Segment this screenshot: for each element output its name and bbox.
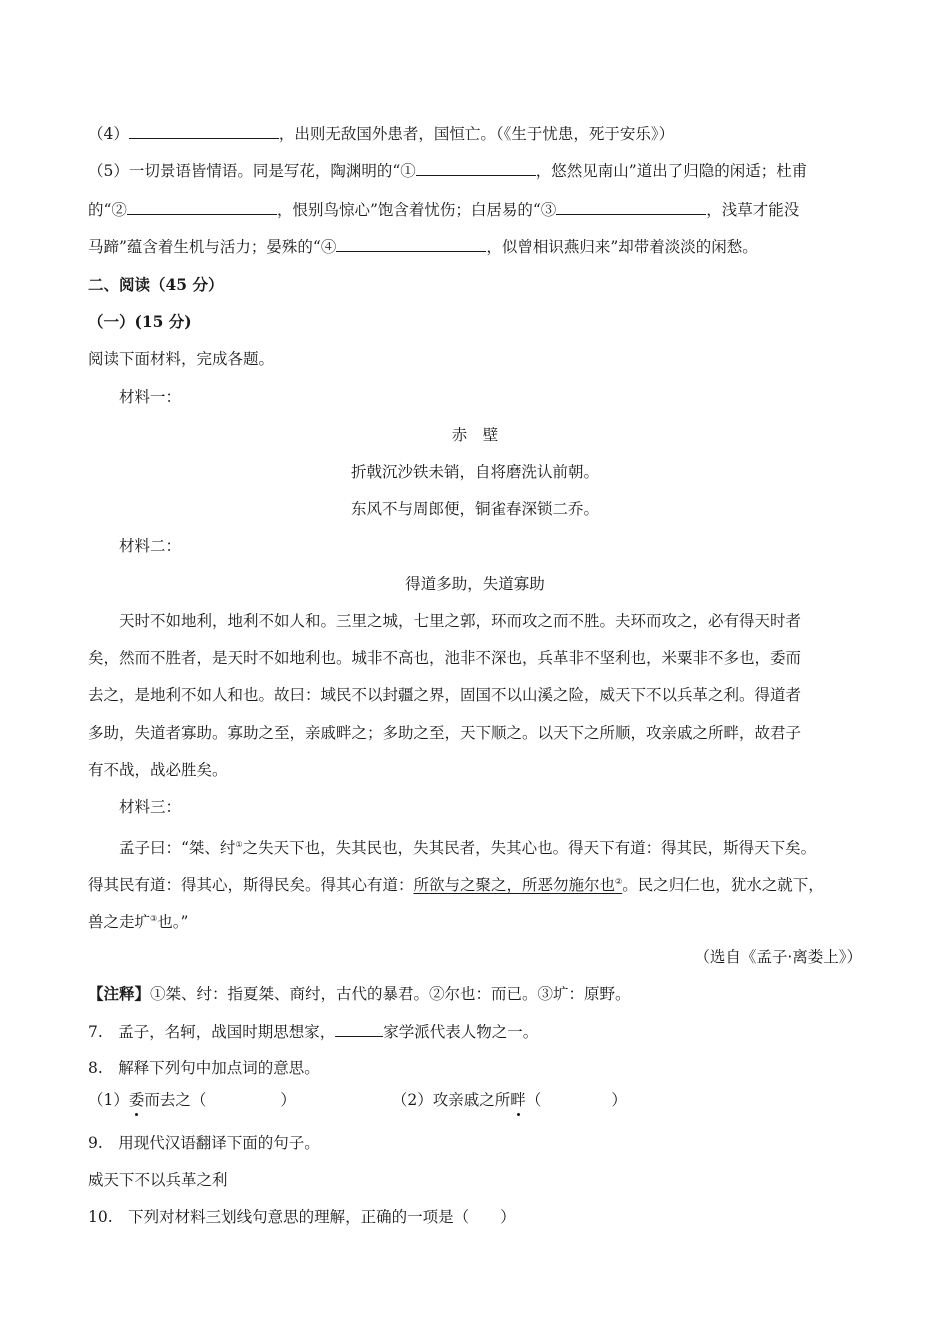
question-8-items: （1）委而去之（ ） （2）攻亲戚之所畔（ ） (88, 1091, 627, 1109)
poem-line-2: 东风不与周郎便，铜雀春深锁二乔。 (350, 500, 599, 518)
essay-line: 天时不如地利，地利不如人和。三里之城，七里之郭，环而攻之而不胜。夫环而攻之，必有得天时者 (119, 612, 802, 630)
answer-blank-2[interactable] (127, 200, 277, 215)
question-8-title: 8. 解释下列句中加点词的意思。 (88, 1059, 320, 1077)
material-1-label: 材料一： (119, 388, 182, 406)
underlined-sentence: 所欲与之聚之，所恶勿施尔也② (413, 876, 623, 894)
question-5-line-3: 马蹄”蕴含着生机与活力；晏殊的“④ ，似曾相识燕归来”却带着淡淡的闲愁。 (88, 238, 758, 256)
question-9-sentence: 威天下不以兵革之利 (88, 1171, 228, 1189)
question-7: 7. 孟子，名轲，战国时期思想家， 家学派代表人物之一。 (88, 1023, 539, 1041)
poem-line-1: 折戟沉沙铁未销，自将磨洗认前朝。 (350, 463, 599, 481)
poem-title: 赤 壁 (451, 426, 499, 444)
question-9-title: 9. 用现代汉语翻译下面的句子。 (88, 1134, 320, 1152)
question-10-title: 10. 下列对材料三划线句意思的理解，正确的一项是（ ） (88, 1208, 516, 1226)
essay-line: 多助，失道者寡助。寡助之至，亲戚畔之；多助之至，天下顺之。以天下之所顺，攻亲戚之所畔，故君子 (88, 724, 802, 742)
essay-line: 去之，是地利不如人和也。故曰：域民不以封疆之界，固国不以山溪之险，威天下不以兵革之利。得道者 (88, 686, 802, 704)
answer-blank-7[interactable] (335, 1022, 383, 1037)
material-2-label: 材料二： (119, 537, 182, 555)
question-5-line-1: （5）一切景语皆情语。同是写花，陶渊明的“① ，悠然见南山”道出了归隐的闲适；杜甫 (88, 162, 808, 180)
mencius-line-2: 得其民有道：得其心，斯得民矣。得其心有道：所欲与之聚之，所恶勿施尔也②。民之归仁也，犹水之就下， (88, 876, 824, 894)
answer-blank-1[interactable] (416, 161, 536, 176)
instruction: 阅读下面材料，完成各题。 (88, 350, 275, 368)
essay-line: 有不战，战必胜矣。 (88, 761, 228, 779)
dotted-word-1: 委 (128, 1091, 145, 1109)
section-heading: 二、阅读（45 分） (88, 275, 224, 294)
essay-line: 矣，然而不胜者，是天时不如地利也。城非不高也，池非不深也，兵革非不坚利也，米粟非不多也，委而 (88, 649, 802, 667)
material-3-label: 材料三： (119, 798, 182, 816)
answer-blank[interactable] (129, 124, 279, 139)
essay-title: 得道多助，失道寡助 (405, 575, 545, 593)
answer-blank-4[interactable] (336, 237, 486, 252)
question-5-line-2: 的“② ，恨别鸟惊心”饱含着忧伤；白居易的“③ ，浅草才能没 (88, 201, 800, 219)
answer-blank-3[interactable] (556, 200, 706, 215)
part-heading: （一）(15 分) (88, 312, 192, 331)
dotted-word-2: 畔 (510, 1091, 526, 1109)
question-4: （4） ，出则无敌国外患者，国恒亡。（《生于忧患，死于安乐》） (88, 125, 675, 143)
mencius-line-3: 兽之走圹③也。” (88, 913, 189, 931)
mencius-line-1: 孟子曰：“桀、纣①之失天下也，失其民也，失其民者，失其心也。得天下有道：得其民，斯得天下矣。 (119, 839, 817, 857)
annotation: 【注释】①桀、纣：指夏桀、商纣，古代的暴君。②尔也：而已。③圹：原野。 (88, 984, 631, 1003)
source-citation: （选自《孟子·离娄上》） (694, 948, 862, 966)
